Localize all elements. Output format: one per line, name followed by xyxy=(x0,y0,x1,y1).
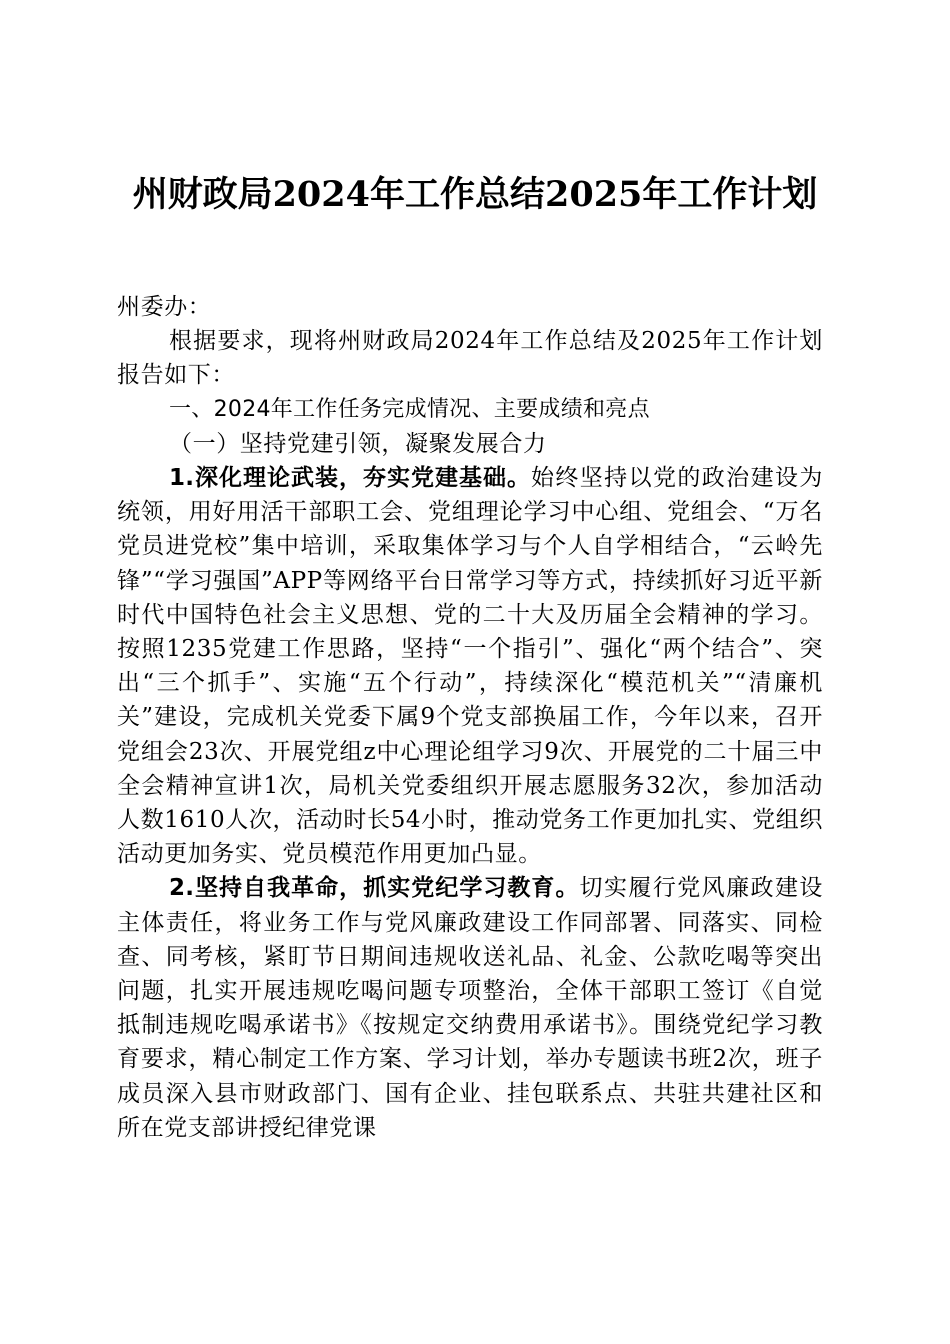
item-1-lead: 1.深化理论武装，夯实党建基础。 xyxy=(169,465,531,492)
subsection-1-heading: （一）坚持党建引领，凝聚发展合力 xyxy=(169,430,547,457)
item-1-text: 始终坚持以党的政治建设为统领，用好用活干部职工会、党组理论学习中心组、党组会、“万名党员进党校”集中培训，采取集体学习与个人自学相结合，“云岭先锋”“学习强国”APP等网络平台日常学习等方式，持续抓好习近平新时代中国特色社会主义思想、党的二十大及历届全会精神的学习。按照1235党建工作思路，坚持“一个指引”、强化“两个结合”、突出“三个抓手”、实施“五个行动”，持续深化“模范机关”“清廉机关”建设，完成机关党委下属9个党支部换届工作，今年以来，召开党组会23次、开展党组z中心理论组学习9次、开展党的二十届三中全会精神宣讲1次，局机关党委组织开展志愿服务32次，参加活动人数1610人次，活动时长54小时，推动党务工作更加扎实、党组织活动更加务实、党员模范作用更加凸显。 xyxy=(117,465,823,868)
item-1-paragraph xyxy=(117,461,823,871)
intro-paragraph: 根据要求，现将州财政局2024年工作总结及2025年工作计划报告如下： xyxy=(117,328,823,389)
section-1-heading: 一、2024年工作任务完成情况、主要成绩和亮点 xyxy=(169,396,650,422)
item-2-lead: 2.坚持自我革命，抓实党纪学习教育。 xyxy=(169,875,580,902)
item-2-paragraph xyxy=(117,871,823,1145)
item-2-text: 切实履行党风廉政建设主体责任，将业务工作与党风廉政建设工作同部署、同落实、同检查、同考核，紧盯节日期间违规收送礼品、礼金、公款吃喝等突出问题，扎实开展违规吃喝问题专项整治，全体干部职工签订《自觉抵制违规吃喝承诺书》《按规定交纳费用承诺书》。围绕党纪学习教育要求，精心制定工作方案、学习计划，举办专题读书班2次，班子成员深入县市财政部门、国有企业、挂包联系点、共驻共建社区和所在党支部讲授纪律党课 xyxy=(117,875,824,1141)
addressee: 州委办： xyxy=(117,294,212,320)
document-title: 州财政局2024年工作总结2025年工作计划 xyxy=(132,174,818,215)
document-body xyxy=(117,290,823,1145)
